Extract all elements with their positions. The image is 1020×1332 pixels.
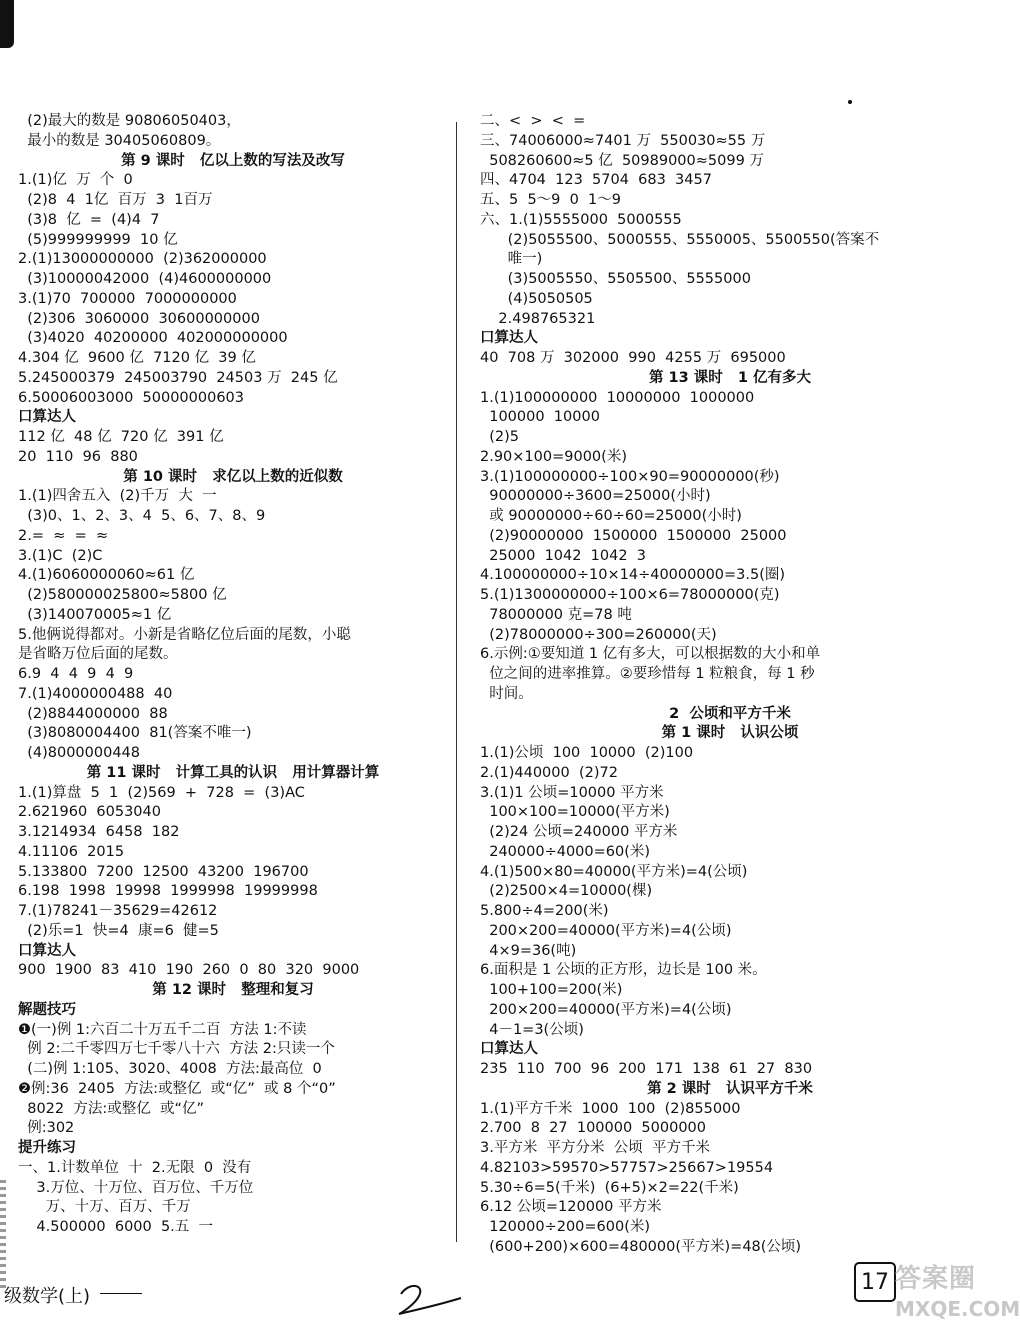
answer-line: 200×200=40000(平方米)=4(公顷) [480,1001,732,1018]
answer-line: 四、4704 123 5704 683 3457 [480,172,712,189]
answer-line: 4.11106 2015 [18,843,125,860]
section-heading: 第 11 课时 计算工具的认识 用计算器计算 [86,764,380,781]
page-corner-mark [0,0,14,48]
answer-line: 2.621960 6053040 [18,804,161,821]
answer-line: 3.(1)C (2)C [18,547,103,564]
answer-line: (3)0、1、2、3、4 5、6、7、8、9 [18,508,266,524]
answer-line: (4)5050505 [480,290,593,307]
answer-line: 5.800÷4=200(米) [480,903,609,919]
answer-line: 3.万位、十万位、百万位、千万位 [18,1179,254,1196]
column-divider [456,122,457,1242]
answer-line: 3.(1)100000000÷100×90=90000000(秒) [480,468,780,485]
answer-line: (3)140070005≈1 亿 [18,606,172,623]
section-heading: 第 2 课时 认识平方千米 [647,1080,813,1097]
answer-line: 3.(1)1 公顷=10000 平方米 [480,784,664,801]
answer-line: (3)10000042000 (4)4600000000 [18,271,272,287]
answer-line: 2.90×100=9000(米) [480,448,627,465]
answer-line: 25000 1042 1042 3 [480,547,647,564]
answer-line: 4.500000 6000 5.五 一 [18,1219,214,1235]
section-heading: 第 1 课时 认识公顷 [661,725,799,742]
answer-line: (2)8844000000 88 [18,705,168,722]
handwritten-scribble [395,1280,465,1320]
section-heading: 第 13 课时 1 亿有多大 [648,369,812,386]
answer-line: 最小的数是 30405060809。 [18,132,221,149]
answer-line: 7.(1)4000000488 40 [18,685,173,702]
answer-line: 或 90000000÷60÷60=25000(小时) [480,508,742,524]
answer-line: (2)24 公顷=240000 平方米 [480,824,678,840]
answer-line: 235 110 700 96 200 171 138 61 27 830 [480,1061,813,1077]
answer-line: 1.(1)四舍五入 (2)千万 大 一 [18,488,217,505]
section-heading: 2 公顷和平方千米 [669,705,791,722]
answer-line: (2)2500×4=10000(棵) [480,883,653,900]
answer-line: 4－1=3(公顷) [480,1021,584,1038]
page-number: 17 [861,1269,889,1295]
answer-line: 2.= ≈ = ≈ [18,527,109,544]
answer-line: 7.(1)78241－35629=42612 [18,903,218,919]
footer-book-title: 级数学(上) [4,1286,91,1307]
answer-line: 20 110 96 880 [18,448,138,465]
watermark-en: MXQE.COM [895,1297,1020,1321]
answer-line: (2)580000025800≈5800 亿 [18,587,227,603]
answer-line: 3.1214934 6458 182 [18,824,180,840]
answer-line: 二、< > < = [480,113,586,129]
answer-line: 6.12 公顷=120000 平方米 [480,1199,662,1216]
answer-line: 100×100=10000(平方米) [480,804,670,821]
answer-line: 2.700 8 27 100000 5000000 [480,1120,706,1137]
answer-line: 三、74006000≈7401 万 550030≈55 万 [480,132,766,149]
answer-line: 3.(1)70 700000 7000000000 [18,290,237,307]
watermark-cn: 答案圈 [895,1264,977,1294]
subsection-label: 提升练习 [18,1140,76,1156]
answer-line: (2)78000000÷300=260000(天) [480,626,717,643]
answer-line: 78000000 克=78 吨 [480,606,632,623]
answer-line: 五、5 5～9 0 1～9 [480,192,622,208]
answer-line: (3)8080004400 81(答案不唯一) [18,725,252,742]
section-heading: 第 10 课时 求亿以上数的近似数 [123,468,343,485]
answer-line: 3.平方米 平方分米 公顷 平方千米 [480,1140,710,1156]
answer-line: 900 1900 83 410 190 260 0 80 320 9000 [18,962,360,979]
answer-line: 4.(1)6060000060≈61 亿 [18,567,195,584]
answer-line: (4)8000000448 [18,745,141,761]
watermark-logo [895,1258,1020,1328]
left-answer-column [18,112,448,1238]
answer-line: 100+100=200(米) [480,982,623,998]
answer-line: 位之间的进率推算。②要珍惜每 1 粒粮食，每 1 秒 [480,666,815,682]
answer-line: 112 亿 48 亿 720 亿 391 亿 [18,429,224,445]
answer-line: 6.9 4 4 9 4 9 [18,666,134,682]
answer-line: 200×200=40000(平方米)=4(公顷) [480,922,732,939]
answer-line: 唯一) [480,251,543,268]
answer-line: 4.(1)500×80=40000(平方米)=4(公顷) [480,863,748,880]
answer-line: 万、十万、百万、千万 [18,1199,191,1216]
answer-line: 4.100000000÷10×14÷40000000=3.5(圈) [480,567,786,584]
answer-line: 2.498765321 [480,310,596,327]
answer-line: (2)5 [480,429,519,445]
answer-line: (3)4020 40200000 402000000000 [18,330,288,347]
page-edge-strip [0,1180,6,1290]
answer-line: 时间。 [480,685,533,702]
section-heading: 第 12 课时 整理和复习 [152,982,314,998]
subsection-label: 口算达人 [480,1041,538,1058]
answer-line: 六、1.(1)5555000 5000555 [480,211,682,228]
answer-line: (2)5055500、5000555、5550005、5500550(答案不 [480,231,880,248]
answer-line: (2)306 3060000 30600000000 [18,310,260,327]
answer-line: 100000 10000 [480,409,600,426]
answer-line: (2)8 4 1亿 百万 3 1百万 [18,192,213,208]
answer-line: (2)最大的数是 90806050403， [18,113,241,129]
answer-line: 6.示例:①要知道 1 亿有多大，可以根据数的大小和单 [480,646,821,663]
answer-line: 1.(1)亿 万 个 0 [18,172,133,189]
page-number-box [854,1262,896,1302]
answer-line: 2.(1)440000 (2)72 [480,764,618,781]
answer-line: 1.(1)平方千米 1000 100 (2)855000 [480,1100,741,1117]
answer-line: 508260600≈5 亿 50989000≈5099 万 [480,152,764,169]
answer-line: 5.他俩说得都对。小新是省略亿位后面的尾数，小聪 [18,626,351,643]
answer-line: 5.245000379 245003790 24503 万 245 亿 [18,369,338,386]
subsection-label: 口算达人 [480,330,538,347]
answer-line: 4×9=36(吨) [480,942,577,959]
section-heading: 第 9 课时 亿以上数的写法及改写 [121,152,345,169]
answer-line: 120000÷200=600(米) [480,1219,651,1235]
answer-line: (3)5005550、5505500、5555000 [480,271,751,287]
answer-line: 8022 方法:或整亿 或“亿” [18,1100,204,1117]
subsection-label: 口算达人 [18,942,76,959]
footer-dash [100,1293,142,1294]
answer-line: 6.198 1998 19998 1999998 19999998 [18,883,318,900]
answer-line: 1.(1)算盘 5 1 (2)569 + 728 = (3)AC [18,784,305,801]
answer-line: 例 2:二千零四万七千零八十六 方法 2:只读一个 [18,1041,335,1058]
answer-line: 6.50006003000 50000000603 [18,389,245,406]
subsection-label: 解题技巧 [18,1001,76,1018]
answer-line: 5.30÷6=5(千米) (6+5)×2=22(千米) [480,1179,739,1196]
answer-line: 40 708 万 302000 990 4255 万 695000 [480,350,786,366]
subsection-label: 口算达人 [18,409,76,426]
answer-line: 是省略万位后面的尾数。 [18,646,178,663]
answer-line: (5)999999999 10 亿 [18,231,178,248]
answer-line: 5.(1)1300000000÷100×6=78000000(克) [480,587,780,603]
answer-line: 例:302 [18,1120,75,1137]
answer-line: 一、1.计数单位 十 2.无限 0 没有 [18,1159,252,1176]
right-answer-column [480,112,980,1258]
answer-line: 90000000÷3600=25000(小时) [480,488,711,505]
answer-line: ❷例:36 2405 方法:或整亿 或“亿” 或 8 个“0” [18,1080,336,1097]
print-dot [848,100,852,104]
answer-line: 1.(1)公顷 100 10000 (2)100 [480,745,694,761]
answer-line: (2)90000000 1500000 1500000 25000 [480,527,787,544]
answer-line: 240000÷4000=60(米) [480,843,651,860]
answer-line: 4.82103>59570>57757>25667>19554 [480,1159,774,1176]
answer-line: (2)乐=1 快=4 康=6 健=5 [18,922,219,939]
answer-line: ❶(一)例 1:六百二十万五千二百 方法 1:不读 [18,1021,307,1038]
answer-line: 5.133800 7200 12500 43200 196700 [18,863,309,880]
answer-line: 2.(1)13000000000 (2)362000000 [18,251,267,268]
answer-line: 6.面积是 1 公顷的正方形，边长是 100 米。 [480,962,767,979]
answer-line: 4.304 亿 9600 亿 7120 亿 39 亿 [18,350,256,366]
answer-line: 1.(1)100000000 10000000 1000000 [480,389,755,406]
answer-line: (3)8 亿 = (4)4 7 [18,211,160,228]
answer-line: (600+200)×600=480000(平方米)=48(公顷) [480,1238,802,1255]
answer-line: (二)例 1:105、3020、4008 方法:最高位 0 [18,1061,322,1077]
